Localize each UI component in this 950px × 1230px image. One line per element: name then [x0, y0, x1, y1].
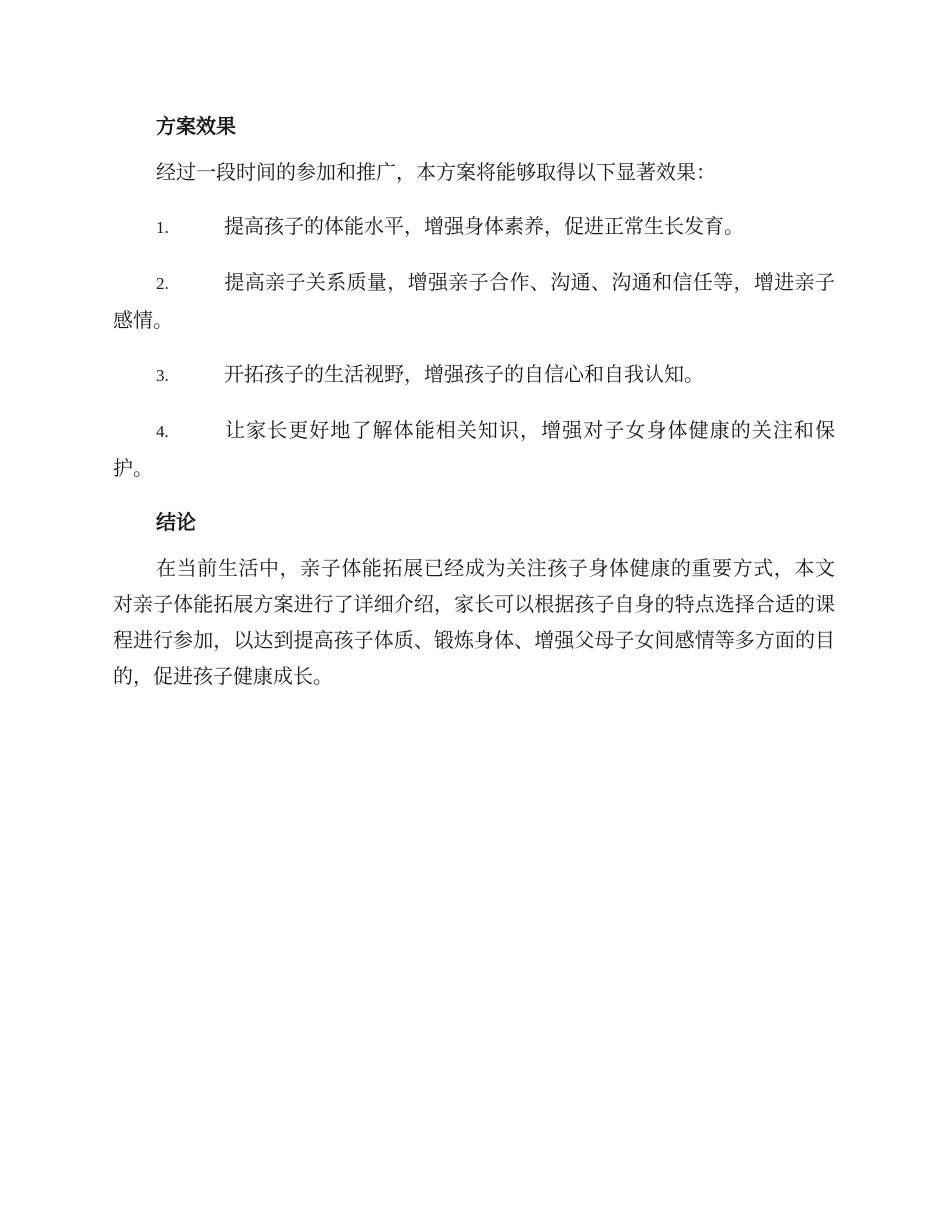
list-number: 2. [156, 274, 169, 293]
list-item-text: 让家长更好地了解体能相关知识，增强对子女身体健康的关注和保护。 [113, 418, 835, 480]
list-item [113, 412, 835, 486]
effects-intro-paragraph: 经过一段时间的参加和推广，本方案将能够取得以下显著效果： [156, 160, 716, 184]
list-item-text: 开拓孩子的生活视野，增强孩子的自信心和自我认知。 [224, 362, 704, 386]
list-item [113, 208, 835, 246]
section-heading-effects: 方案效果 [156, 114, 236, 138]
list-item-text: 提高亲子关系质量，增强亲子合作、沟通、沟通和信任等，增进亲子感情。 [113, 270, 835, 332]
list-number: 4. [156, 422, 169, 441]
list-item [113, 264, 835, 338]
list-number: 1. [156, 218, 169, 237]
document-page [113, 108, 835, 712]
conclusion-paragraph: 在当前生活中，亲子体能拓展已经成为关注孩子身体健康的重要方式，本文对亲子体能拓展方案进行了详细介绍，家长可以根据孩子自身的特点选择合适的课程进行参加，以达到提高孩子体质、锻炼身体、增强父母子女间感情等多方面的目的，促进孩子健康成长。 [113, 556, 835, 688]
list-number: 3. [156, 366, 169, 385]
section-heading-conclusion: 结论 [156, 510, 196, 534]
list-item-text: 提高孩子的体能水平，增强身体素养，促进正常生长发育。 [224, 214, 744, 238]
list-item [113, 356, 835, 394]
